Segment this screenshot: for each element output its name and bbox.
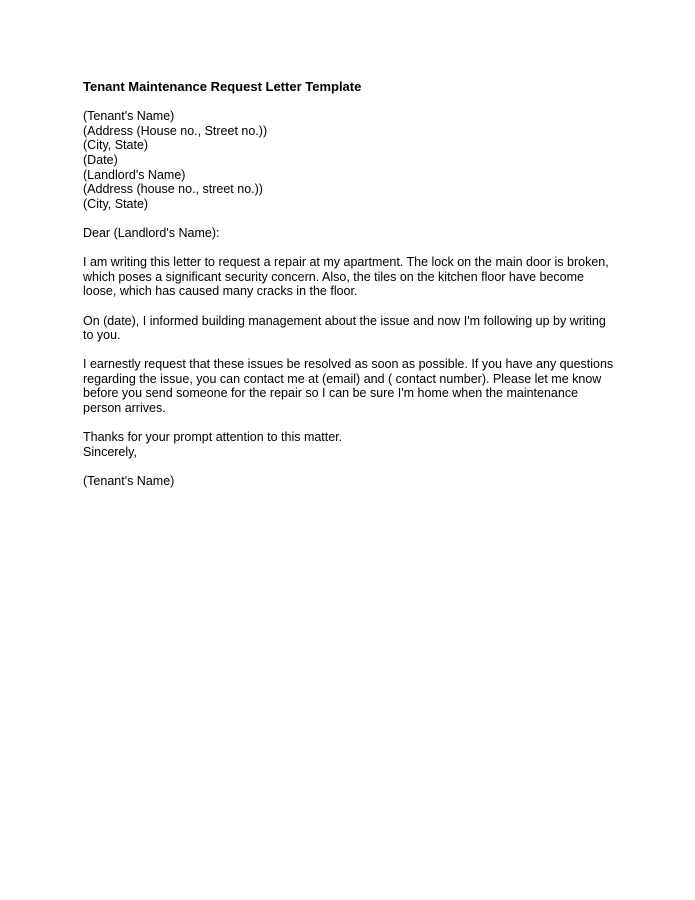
letter-title: Tenant Maintenance Request Letter Template: [83, 79, 362, 94]
paragraph-resolution-request: I earnestly request that these issues be resolved as soon as possible. If you have any questions regarding the issue, you can contact me at (email) and ( contact number). Please let me know before you send someone for the repair so I can be sure I'm home when the maintenance person arrives.: [83, 357, 614, 416]
paragraph-followup: On (date), I informed building management about the issue and now I'm following up by writing to you.: [83, 313, 606, 343]
salutation: Dear (Landlord's Name):: [83, 225, 220, 240]
address-line-landlord-city: (City, State): [83, 196, 149, 211]
address-line-landlord-street: (Address (house no., street no.)): [83, 182, 263, 197]
address-line-tenant-city: (City, State): [83, 138, 149, 153]
paragraph-repair-request: I am writing this letter to request a repair at my apartment. The lock on the main door is broken, which poses a significant security concern. Also, the tiles on the kitchen floor have become loose, which has caused many cracks in the floor.: [83, 255, 609, 299]
closing-block: [83, 430, 616, 459]
address-line-landlord-name: (Landlord's Name): [83, 167, 186, 182]
closing-thanks: Thanks for your prompt attention to this matter.: [83, 430, 343, 445]
address-line-tenant-street: (Address (House no., Street no.)): [83, 123, 268, 138]
address-line-date: (Date): [83, 152, 118, 167]
letter-content: [83, 80, 616, 489]
address-line-tenant-name: (Tenant's Name): [83, 109, 175, 124]
signature-tenant-name: (Tenant's Name): [83, 474, 175, 489]
closing-sincerely: Sincerely,: [83, 444, 137, 459]
address-block: [83, 109, 616, 211]
